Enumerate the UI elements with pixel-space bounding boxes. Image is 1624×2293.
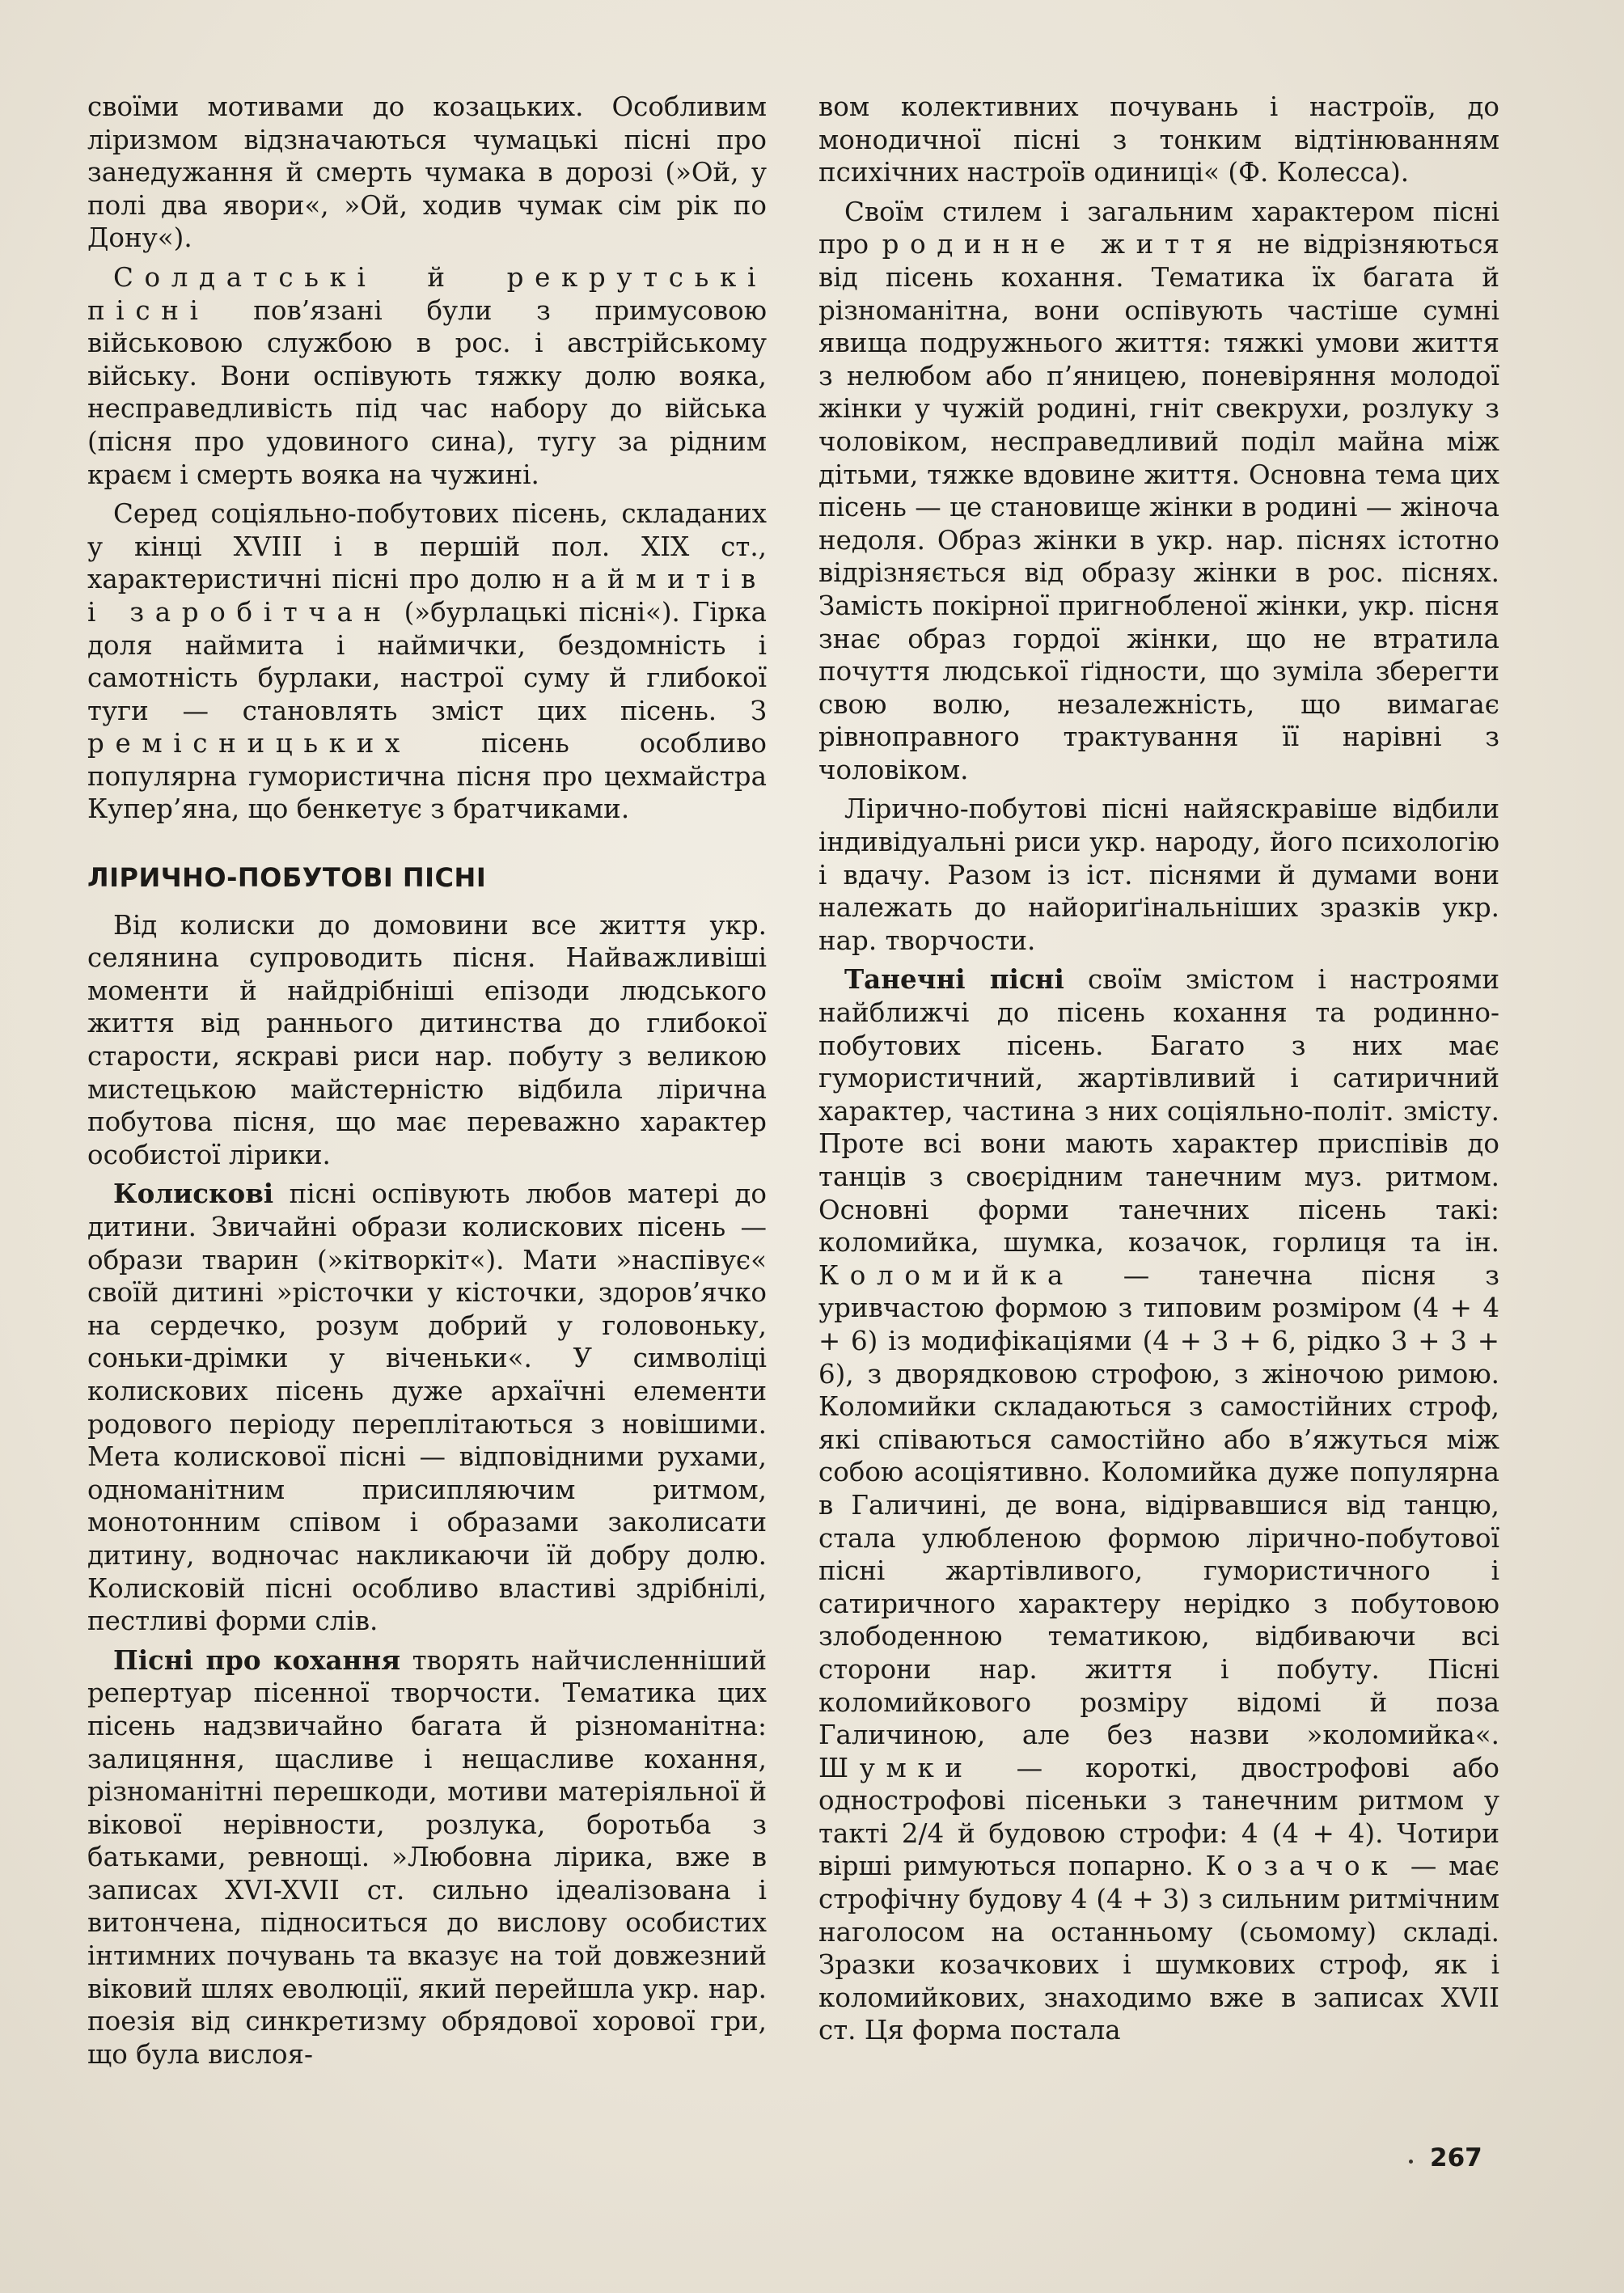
paragraph-text: Своїм стилем і загальним характером пісні про — [818, 196, 1499, 260]
term-lullabies: Колискові — [113, 1178, 274, 1210]
paragraph-lullabies — [87, 1178, 767, 1637]
term-shumky: Шумки — [818, 1752, 974, 1783]
paragraph-social-songs — [87, 497, 767, 826]
paragraph-text: своїм змістом і настроями найближчі до пісень кохання та родинно-побутових пісень. Багато з них має гумористичний, жартівливий і сатиричний характер, частина з них соціяльно-політ. змісту. Проте всі вони мають характер приспівів до танців з своєрідним танечним муз. ритмом. Основні форми танечних пісень такі: коломийка, шумка, козачок, горлиця та ін. — [818, 964, 1499, 1259]
paragraph-text: пов’язані були з примусовою військовою службою в рос. і австрійському війську. Вони оспівують тяжку долю вояка, несправедливість під час набору до війська (пісня про удовиного сина), тугу за рідним краєм і смерть вояка на чужині. — [87, 294, 767, 490]
term-dance-songs: Танечні пісні — [844, 963, 1064, 996]
term-kozachok: Козачок — [1205, 1851, 1399, 1882]
paragraph-text: не відрізняються від пісень кохання. Тематика їх багата й різноманітна, вони оспівують частіше сумні явища подружнього життя: тяжкі умови життя з нелюбом або п’яницею, поневіряння молодої жінки у чужій родині, гніт свекрухи, розлуку з чоловіком, несправедливий поділ майна між дітьми, тяжке вдовине життя. Основна тема цих пісень — це становище жінки в родині — жіноча недоля. Образ жінки в укр. нар. піснях істотно відрізняється від образу жінки в рос. піснях. Замість покірної пригнобленої жінки, укр. пісня знає образ гордої жінки, що не втратила почуття людської ґідности, що зуміла зберегти свою волю, незалежність, що вимагає рівноправного трактування її нарівні з чоловіком. — [818, 229, 1499, 785]
term-soldier-songs: Солдатські й рекрутські пісні — [87, 261, 767, 326]
paragraph-text: — має строфічну будову 4 (4 + 3) з сильним ритмічним наголосом на останньому (сьомому) складі. Зразки козачкових і шумкових строф, як і коломийкових, знаходимо вже в записах XVII ст. Ця форма постала — [818, 1851, 1499, 2046]
paragraph-chumak-songs: своїми мотивами до козацьких. Особливим ліризмом відзначаються чумацькі пісні про занедужання й смерть чумака в дорозі (»Ой, у полі два явори«, »Ой, ходив чумак сім рік по Дону«). — [87, 91, 767, 254]
paragraph-love-songs — [87, 1644, 767, 2071]
term-kolomyika: Коломийка — [818, 1259, 1075, 1291]
paragraph-family-songs — [818, 196, 1499, 787]
paragraph-intro-lyric: Від колиски до домовини все життя укр. селянина супроводить пісня. Найважливіші моменти й найдрібніші епізоди людського життя від раннього дитинства до глибокої старости, яскраві риси нар. побуту з великою мистецькою майстерністю відбила лірична побутова пісня, що має переважно характер особистої лірики. — [87, 909, 767, 1170]
term-artisan: ремісницьких — [87, 728, 411, 759]
left-column — [87, 91, 767, 2071]
page-number: 267 — [1430, 2143, 1482, 2172]
paragraph-text: пісень особливо популярна гумористична пісня про цехмайстра Купер’яна, що бенкетує з братчиками. — [87, 728, 767, 825]
paragraph-text: пісні оспівують любов матері до дитини. Звичайні образи колискових пісень — образи тварин (»кітворкіт«). Мати »наспівує« своїй дитині »рісточки у кісточки, здоров’ячко на сердечко, розум добрий у головоньку, соньки-дрімки у віченьки«. У символіці колискових пісень дуже архаїчні елементи родового періоду переплітаються з новішими. Мета колискової пісні — відповідними рухами, одноманітним присипляючим ритмом, монотонним співом і образами заколисати дитину, водночас накликаючи їй добру долю. Колисковій пісні особливо властиві здрібнілі, пестливі форми слів. — [87, 1178, 767, 1637]
term-family-life: родинне життя — [882, 229, 1244, 260]
paragraph-text: творять найчисленніший репертуар пісенної творчости. Тематика цих пісень надзвичайно багата й різноманітна: залицяння, щасливе і нещасливе кохання, різноманітні перешкоди, мотиви матеріяльної й вікової нерівности, розлука, боротьба з батьками, ревнощі. »Любовна лірика, вже в записах XVI-XVII ст. сильно ідеалізована і витончена, підноситься до вислову особистих інтимних почувань та вказує на той довжезний віковий шлях еволюції, який перейшла укр. нар. поезія від синкретизму обрядової хорової гри, що була вислоя- — [87, 1644, 767, 2070]
paragraph-text: (»бурлацькі пісні«). Гірка доля наймита і наймички, бездомність і самотність бурлаки, настрої суму й глибокої туги — становлять зміст цих пісень. З — [87, 596, 767, 726]
paragraph-text: Серед соціяльно-побутових пісень, складаних у кінці XVIII і в першій пол. XIX ст., характеристичні пісні про долю — [87, 498, 767, 595]
ink-dot — [1409, 2160, 1413, 2164]
paragraph-text: — танечна пісня з уривчастою формою з типовим розміром (4 + 4 + 6) із модифікаціями (4 + 3 + 6, рідко 3 + 3 + 6), з дворядковою строфою, з жіночою римою. Коломийки складаються з самостійних строф, які співаються самостійно або в’яжуться між собою асоціятивно. Коломийка дуже популярна в Галичині, де вона, відірвавшися від танцю, стала улюбленою формою лірично-побутової пісні жартівливого, гумористичного і сатиричного характеру нерідко з побутовою злободенною тематикою, відбиваючи всі сторони нар. життя і побуту. Пісні коломийкового розміру відомі й поза Галичиною, але без назви »коломийка«. — [818, 1259, 1499, 1751]
section-heading: ЛІРИЧНО-ПОБУТОВІ ПІСНІ — [87, 862, 487, 894]
paragraph-dance-songs — [818, 963, 1499, 2047]
right-column — [818, 91, 1499, 2047]
paragraph-text: — короткі, двострофові або однострофові пісеньки з танечним ритмом у такті 2/4 й будовою строфи: 4 (4 + 4). Чотири вірші римуються попарно. — [818, 1752, 1499, 1882]
term-hired-workers: наймитів і заробітчан — [87, 564, 767, 628]
term-love-songs: Пісні про кохання — [113, 1644, 401, 1676]
paragraph-soldier-songs — [87, 261, 767, 491]
paragraph-lyric-summary: Лірично-побутові пісні найяскравіше відбили індивідуальні риси укр. народу, його психологію і вдачу. Разом із іст. піснями й думами вони належать до найориґінальніших зразків укр. нар. творчости. — [818, 793, 1499, 956]
paragraph-continuation: вом колективних почувань і настроїв, до монодичної пісні з тонким відтінюванням психічних настроїв одиниці« (Ф. Колесса). — [818, 91, 1499, 188]
